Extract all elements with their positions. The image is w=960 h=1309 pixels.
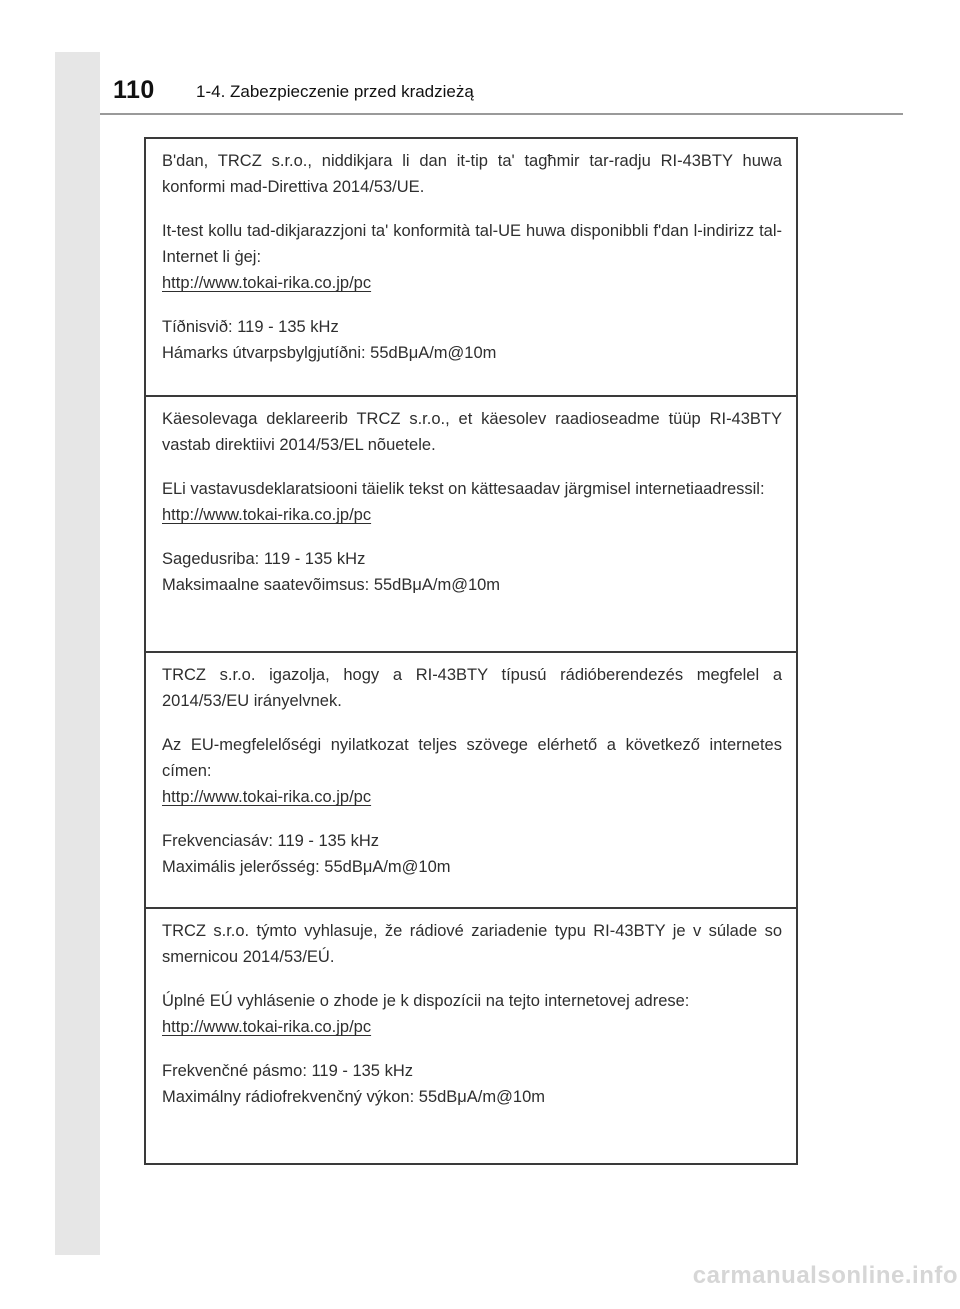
declaration-block-maltese — [146, 139, 796, 395]
declaration-availability: It-test kollu tad-dikjarazzjoni ta' konformità tal-UE huwa disponibbli f'dan l-indirizz tal-Internet li ġej: — [162, 222, 782, 266]
declaration-frequency: Frekvenčné pásmo: 119 - 135 kHz — [162, 1062, 413, 1080]
declaration-block-slovak — [146, 907, 796, 1163]
page-header-tab — [55, 52, 100, 114]
declaration-availability: ELi vastavusdeklaratsiooni täielik tekst on kättesaadav järgmisel internetiaadressil: — [162, 480, 765, 498]
declaration-frequency: Tíðnisvið: 119 - 135 kHz — [162, 318, 339, 336]
declaration-power: Maximálny rádiofrekvenčný výkon: 55dBμA/m@10m — [162, 1088, 545, 1106]
declaration-statement: B'dan, TRCZ s.r.o., niddikjara li dan it-tip ta' tagħmir tar-radju RI-43BTY huwa konformi mad-Direttiva 2014/53/UE. — [162, 152, 782, 196]
site-watermark: carmanualsonline.info — [692, 1262, 958, 1289]
declaration-frequency: Frekvenciasáv: 119 - 135 kHz — [162, 832, 380, 850]
declaration-frequency: Sagedusriba: 119 - 135 kHz — [162, 550, 366, 568]
declaration-block-hungarian — [146, 651, 796, 907]
declaration-url-link[interactable]: http://www.tokai-rika.co.jp/pc — [162, 274, 372, 292]
declaration-url-link[interactable]: http://www.tokai-rika.co.jp/pc — [162, 506, 372, 524]
page-header — [55, 52, 903, 114]
page-number: 110 — [113, 76, 155, 104]
declaration-statement: Käesolevaga deklareerib TRCZ s.r.o., et käesolev raadioseadme tüüp RI-43BTY vastab direktiivi 2014/53/EL nõuetele. — [162, 410, 782, 454]
declaration-power: Hámarks útvarpsbylgjutíðni: 55dBμA/m@10m — [162, 344, 497, 362]
declaration-power: Maximális jelerősség: 55dBμA/m@10m — [162, 858, 451, 876]
declaration-availability: Az EU-megfelelőségi nyilatkozat teljes szövege elérhető a következő internetes címen: — [162, 736, 782, 780]
declaration-block-estonian — [146, 395, 796, 651]
declaration-url-link[interactable]: http://www.tokai-rika.co.jp/pc — [162, 788, 372, 806]
declaration-power: Maksimaalne saatevõimsus: 55dBμA/m@10m — [162, 576, 501, 594]
section-title: 1-4. Zabezpieczenie przed kradzieżą — [196, 82, 474, 101]
declaration-availability: Úplné EÚ vyhlásenie o zhode je k dispozícii na tejto internetovej adrese: — [162, 992, 690, 1010]
declaration-url-link[interactable]: http://www.tokai-rika.co.jp/pc — [162, 1018, 372, 1036]
declaration-statement: TRCZ s.r.o. týmto vyhlasuje, že rádiové zariadenie typu RI-43BTY je v súlade so smernicou 2014/53/EÚ. — [162, 922, 782, 966]
declaration-statement: TRCZ s.r.o. igazolja, hogy a RI-43BTY típusú rádióberendezés megfelel a 2014/53/EU irányelvnek. — [162, 666, 782, 710]
header-divider — [100, 113, 903, 115]
declaration-table — [144, 137, 798, 1165]
page-side-strip — [55, 52, 100, 1255]
